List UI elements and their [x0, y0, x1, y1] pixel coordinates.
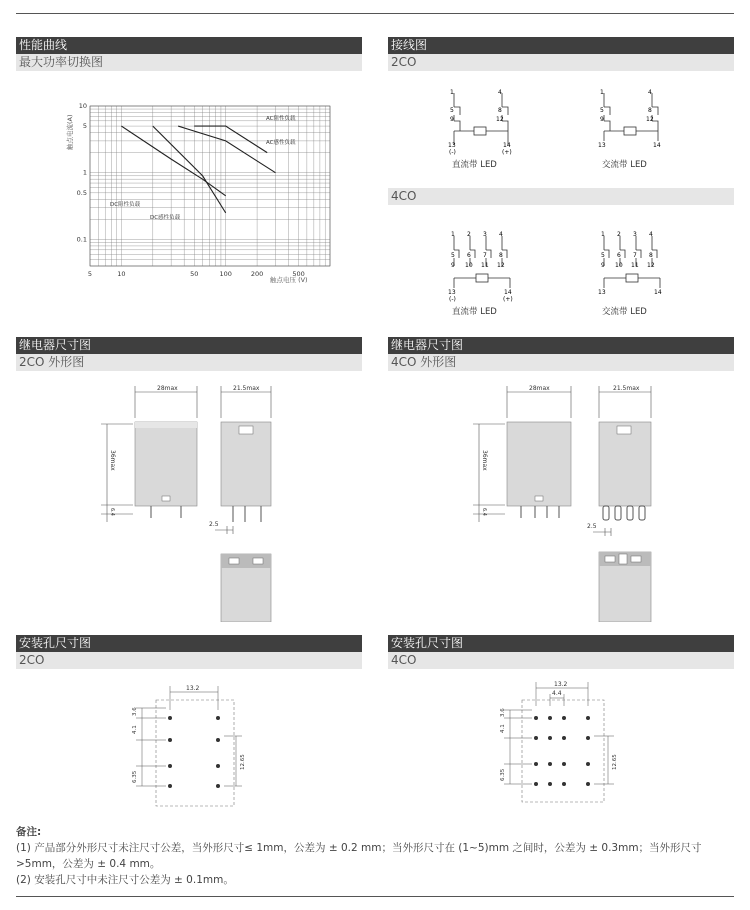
neg-mark: (-) [449, 149, 456, 156]
dim-pitch: 2.5 [587, 523, 597, 530]
dim-w4: 4.4 [552, 690, 562, 697]
term-3: 3 [633, 231, 637, 238]
mount-hole [586, 782, 590, 786]
term-12: 12 [497, 262, 505, 269]
mount-hole [562, 762, 566, 766]
wiring-2co-dc [440, 85, 530, 175]
section-title: 继电器尺寸图 [388, 337, 734, 354]
term-13: 13 [598, 289, 606, 296]
dim-h2: 4.1 [500, 724, 506, 733]
power-switching-chart [60, 98, 340, 288]
x-tick-label: 50 [190, 270, 199, 278]
annotation-ac-inductive: AC感性负载 [266, 140, 296, 146]
term-13: 13 [448, 142, 456, 149]
mount-hole [548, 716, 552, 720]
dim-h1: 3.6 [500, 708, 506, 717]
wiring-4co-dc [440, 228, 530, 320]
performance-section [16, 37, 362, 71]
term-5: 5 [600, 107, 604, 114]
dim-pitch: 2.5 [209, 521, 219, 528]
pos-mark: (+) [502, 149, 512, 156]
mount-hole [562, 716, 566, 720]
term-5: 5 [450, 107, 454, 114]
top-rule [16, 13, 734, 14]
dim-h3: 6.35 [132, 770, 138, 783]
term-6: 6 [467, 252, 471, 259]
term-12: 12 [647, 262, 655, 269]
term-5: 5 [601, 252, 605, 259]
term-11: 11 [481, 262, 489, 269]
dim-h2: 4.1 [132, 725, 138, 734]
ac-label: 交流带 LED [602, 160, 647, 170]
dim-height: 36max [481, 450, 488, 471]
section-title: 性能曲线 [16, 37, 362, 54]
term-10: 10 [465, 262, 473, 269]
series-line-2 [194, 126, 267, 153]
term-7: 7 [633, 252, 637, 259]
term-4: 4 [648, 89, 652, 96]
section-title: 接线图 [388, 37, 734, 54]
mount-hole [548, 762, 552, 766]
term-9: 9 [600, 116, 604, 123]
section-subtitle: 4CO 外形图 [388, 354, 734, 371]
term-9: 9 [601, 262, 605, 269]
dim-h4: 12.65 [612, 754, 618, 770]
term-8: 8 [499, 252, 503, 259]
y-tick-label: 5 [82, 122, 87, 131]
mount-dims-right-section [388, 635, 734, 669]
y-tick-label: 1 [82, 168, 87, 177]
note-line-3: (2) 安装孔尺寸中未注尺寸公差为 ± 0.1mm。 [16, 874, 234, 886]
term-1: 1 [450, 89, 454, 96]
dim-depth: 21.5max [613, 385, 640, 392]
mount-holes-2co [120, 680, 260, 810]
term-10: 10 [615, 262, 623, 269]
term-4: 4 [649, 231, 653, 238]
dim-width: 28max [529, 385, 550, 392]
term-1: 1 [451, 231, 455, 238]
term-2: 2 [617, 231, 621, 238]
term-2: 2 [467, 231, 471, 238]
neg-mark: (-) [449, 296, 456, 303]
dim-width: 28max [157, 385, 178, 392]
mount-hole [562, 782, 566, 786]
section-subtitle: 最大功率切换图 [16, 54, 362, 71]
section-subtitle: 2CO [16, 652, 362, 669]
mount-hole [534, 716, 538, 720]
term-8: 8 [498, 107, 502, 114]
mount-hole [548, 736, 552, 740]
mount-hole [534, 736, 538, 740]
term-14: 14 [504, 289, 512, 296]
mount-hole [586, 716, 590, 720]
chart-ticks [77, 102, 305, 278]
section-subtitle-4co: 4CO [388, 188, 734, 205]
x-tick-label: 200 [250, 270, 264, 278]
ac-label: 交流带 LED [602, 307, 647, 317]
bottom-rule [16, 896, 734, 897]
notes-title: 备注: [16, 826, 42, 838]
term-8: 8 [648, 107, 652, 114]
term-13: 13 [598, 142, 606, 149]
relay-dims-right-section [388, 337, 734, 371]
series-line-1 [153, 126, 226, 213]
dim-w: 13.2 [186, 685, 200, 692]
term-14: 14 [503, 142, 511, 149]
relay-outline-4co [467, 382, 667, 622]
annotation-ac-resistive: AC阻性负载 [266, 116, 296, 122]
term-14: 14 [654, 289, 662, 296]
x-tick-label: 500 [292, 270, 305, 278]
x-tick-label: 5 [87, 270, 93, 278]
section-subtitle-2co: 2CO [388, 54, 734, 71]
dc-label: 直流带 LED [452, 160, 497, 170]
term-14: 14 [653, 142, 661, 149]
section-subtitle: 4CO [388, 652, 734, 669]
mount-hole [534, 762, 538, 766]
dim-depth: 21.5max [233, 385, 260, 392]
term-4: 4 [499, 231, 503, 238]
dim-pin: 6.4 [109, 508, 115, 516]
mount-holes-4co [492, 676, 632, 806]
mount-hole [586, 762, 590, 766]
note-line-2: >5mm，公差为 ± 0.4 mm。 [16, 858, 161, 870]
section-title: 继电器尺寸图 [16, 337, 362, 354]
term-7: 7 [483, 252, 487, 259]
dim-pin: 6.4 [481, 508, 487, 516]
x-tick-label: 100 [219, 270, 232, 278]
term-6: 6 [617, 252, 621, 259]
dim-h1: 3.6 [132, 707, 138, 716]
y-tick-label: 10 [78, 102, 87, 110]
wiring-4co-ac [590, 228, 680, 320]
term-8: 8 [649, 252, 653, 259]
pos-mark: (+) [503, 296, 513, 303]
dc-label: 直流带 LED [452, 307, 497, 317]
x-tick-label: 10 [117, 270, 126, 278]
dim-h4: 12.65 [240, 754, 246, 770]
annotation-dc-resistive: DC阻性负载 [110, 202, 141, 208]
term-9: 9 [451, 262, 455, 269]
term-5: 5 [451, 252, 455, 259]
section-title: 安装孔尺寸图 [16, 635, 362, 652]
mount-hole [562, 736, 566, 740]
annotation-dc-inductive: DC感性负载 [150, 215, 181, 221]
chart-grid [90, 106, 330, 266]
note-line-1: (1) 产品部分外形尺寸未注尺寸公差，当外形尺寸≤ 1mm，公差为 ± 0.2 mm；当外形尺寸在 (1~5)mm 之间时，公差为 ± 0.3mm；当外形尺寸 [16, 842, 702, 854]
x-axis-label: 触点电压 (V) [270, 276, 308, 284]
term-11: 11 [631, 262, 639, 269]
term-4: 4 [498, 89, 502, 96]
term-1: 1 [600, 89, 604, 96]
term-13: 13 [448, 289, 456, 296]
y-tick-label: 0.1 [76, 235, 87, 244]
mount-dims-left-section [16, 635, 362, 669]
wiring-4co-header [388, 188, 734, 205]
wiring-2co-ac [590, 85, 680, 175]
term-12: 12 [496, 116, 504, 123]
section-subtitle: 2CO 外形图 [16, 354, 362, 371]
term-12: 12 [646, 116, 654, 123]
term-9: 9 [450, 116, 454, 123]
y-axis-label: 触点电流(A) [66, 114, 74, 150]
term-3: 3 [483, 231, 487, 238]
y-tick-label: 0.5 [76, 188, 87, 197]
dim-h3: 6.35 [500, 768, 506, 781]
mount-hole [586, 736, 590, 740]
term-1: 1 [601, 231, 605, 238]
dim-height: 36max [109, 450, 116, 471]
relay-outline-2co [95, 382, 295, 622]
wiring-section [388, 37, 734, 71]
chart-series [121, 126, 275, 213]
mount-hole [548, 782, 552, 786]
notes [16, 824, 736, 888]
mount-hole [534, 782, 538, 786]
section-title: 安装孔尺寸图 [388, 635, 734, 652]
relay-dims-left-section [16, 337, 362, 371]
dim-w: 13.2 [554, 681, 568, 688]
